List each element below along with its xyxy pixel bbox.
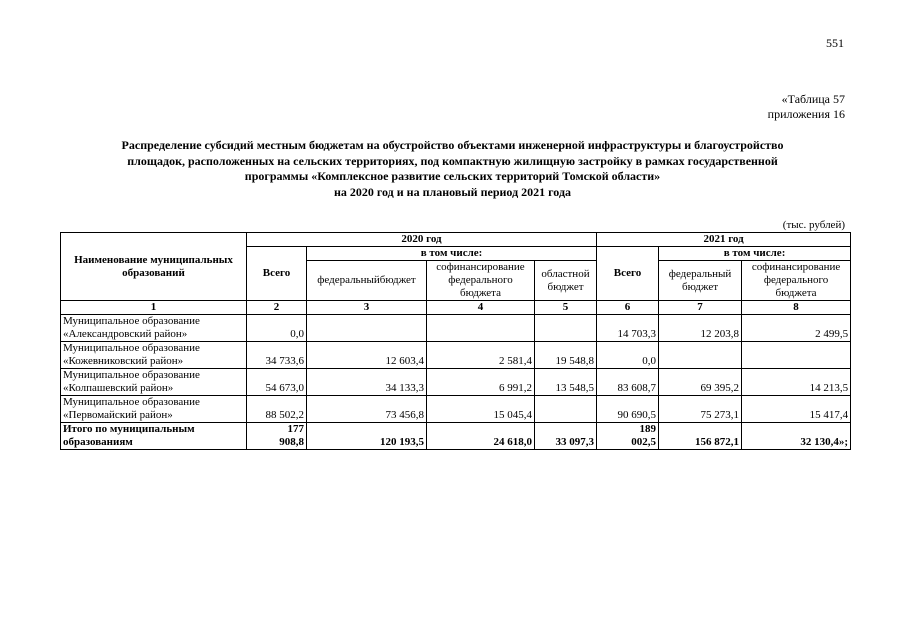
total-federal-2020: 120 193,5 <box>307 423 427 450</box>
cell-total-2021: 14 703,3 <box>597 315 659 342</box>
cell-federal-2020: 73 456,8 <box>307 396 427 423</box>
cell-cofinancing-2020: 2 581,4 <box>427 342 535 369</box>
cell-federal-2021: 75 273,1 <box>659 396 742 423</box>
title-line-3: программы «Комплексное развитие сельских территорий Томской области» <box>244 169 661 183</box>
header-cofinancing-2021: софинансирование федерального бюджета <box>742 261 851 301</box>
cell-cofinancing-2021: 2 499,5 <box>742 315 851 342</box>
municipality-name: Муниципальное образование «Первомайский район» <box>61 396 247 423</box>
cell-federal-2020: 12 603,4 <box>307 342 427 369</box>
table-reference <box>768 92 845 122</box>
total-label: Итого по муниципальным образованиям <box>61 423 247 450</box>
header-cofinancing-2020: софинансирование федерального бюджета <box>427 261 535 301</box>
table-reference-line-2: приложения 16 <box>767 107 845 121</box>
column-number-row <box>61 301 851 315</box>
cell-regional-2020: 19 548,8 <box>535 342 597 369</box>
header-regional-2020: областной бюджет <box>535 261 597 301</box>
title-line-1: Распределение субсидий местным бюджетам на обустройство объектами инженерной инфраструктуры и благоустройство <box>121 138 784 152</box>
cell-regional-2020 <box>535 315 597 342</box>
column-number: 1 <box>61 301 247 315</box>
column-number: 8 <box>742 301 851 315</box>
municipality-name: Муниципальное образование «Кожевниковский район» <box>61 342 247 369</box>
header-federal-2021: федеральный бюджет <box>659 261 742 301</box>
cell-total-2020: 88 502,2 <box>247 396 307 423</box>
cell-total-2021: 0,0 <box>597 342 659 369</box>
municipality-name: Муниципальное образование «Александровский район» <box>61 315 247 342</box>
table-row <box>61 369 851 396</box>
column-number: 6 <box>597 301 659 315</box>
total-row <box>61 423 851 450</box>
header-including-2020: в том числе: <box>307 247 597 261</box>
cell-cofinancing-2021: 14 213,5 <box>742 369 851 396</box>
total-regional-2020: 33 097,3 <box>535 423 597 450</box>
cell-federal-2021 <box>659 342 742 369</box>
cell-federal-2020: 34 133,3 <box>307 369 427 396</box>
title-line-4: на 2020 год и на плановый период 2021 года <box>333 184 572 199</box>
cell-total-2020: 34 733,6 <box>247 342 307 369</box>
column-number: 3 <box>307 301 427 315</box>
document-title <box>50 138 855 200</box>
total-cofinancing-2020: 24 618,0 <box>427 423 535 450</box>
cell-cofinancing-2021 <box>742 342 851 369</box>
column-number: 2 <box>247 301 307 315</box>
header-total-2021: Всего <box>597 247 659 301</box>
cell-total-2020: 0,0 <box>247 315 307 342</box>
page-number: 551 <box>826 36 844 50</box>
header-year-2021: 2021 год <box>597 233 851 247</box>
cell-cofinancing-2020: 15 045,4 <box>427 396 535 423</box>
cell-total-2021: 90 690,5 <box>597 396 659 423</box>
column-number: 7 <box>659 301 742 315</box>
table-row <box>61 396 851 423</box>
header-total-2020: Всего <box>247 247 307 301</box>
column-number: 4 <box>427 301 535 315</box>
cell-federal-2021: 69 395,2 <box>659 369 742 396</box>
cell-cofinancing-2020: 6 991,2 <box>427 369 535 396</box>
header-including-2021: в том числе: <box>659 247 851 261</box>
cell-total-2021: 83 608,7 <box>597 369 659 396</box>
cell-federal-2021: 12 203,8 <box>659 315 742 342</box>
cell-regional-2020: 13 548,5 <box>535 369 597 396</box>
table-row <box>61 315 851 342</box>
cell-total-2020: 54 673,0 <box>247 369 307 396</box>
column-number: 5 <box>535 301 597 315</box>
total-cofinancing-2021: 32 130,4»; <box>742 423 851 450</box>
municipality-name: Муниципальное образование «Колпашевский район» <box>61 369 247 396</box>
total-federal-2021: 156 872,1 <box>659 423 742 450</box>
cell-cofinancing-2020 <box>427 315 535 342</box>
total-2021: 189 002,5 <box>597 423 659 450</box>
subsidy-table <box>60 232 851 450</box>
cell-cofinancing-2021: 15 417,4 <box>742 396 851 423</box>
table-reference-line-1: «Таблица 57 <box>781 92 845 106</box>
total-2020: 177 908,8 <box>247 423 307 450</box>
title-line-2: площадок, расположенных на сельских территориях, под компактную жилищную застройку в рамках государственной <box>127 153 778 168</box>
header-municipality: Наименование муниципальных образований <box>61 233 247 301</box>
units-label: (тыс. рублей) <box>782 219 845 231</box>
header-federal-2020: федеральныйбюджет <box>307 261 427 301</box>
cell-regional-2020 <box>535 396 597 423</box>
table-row <box>61 342 851 369</box>
cell-federal-2020 <box>307 315 427 342</box>
header-year-2020: 2020 год <box>247 233 597 247</box>
